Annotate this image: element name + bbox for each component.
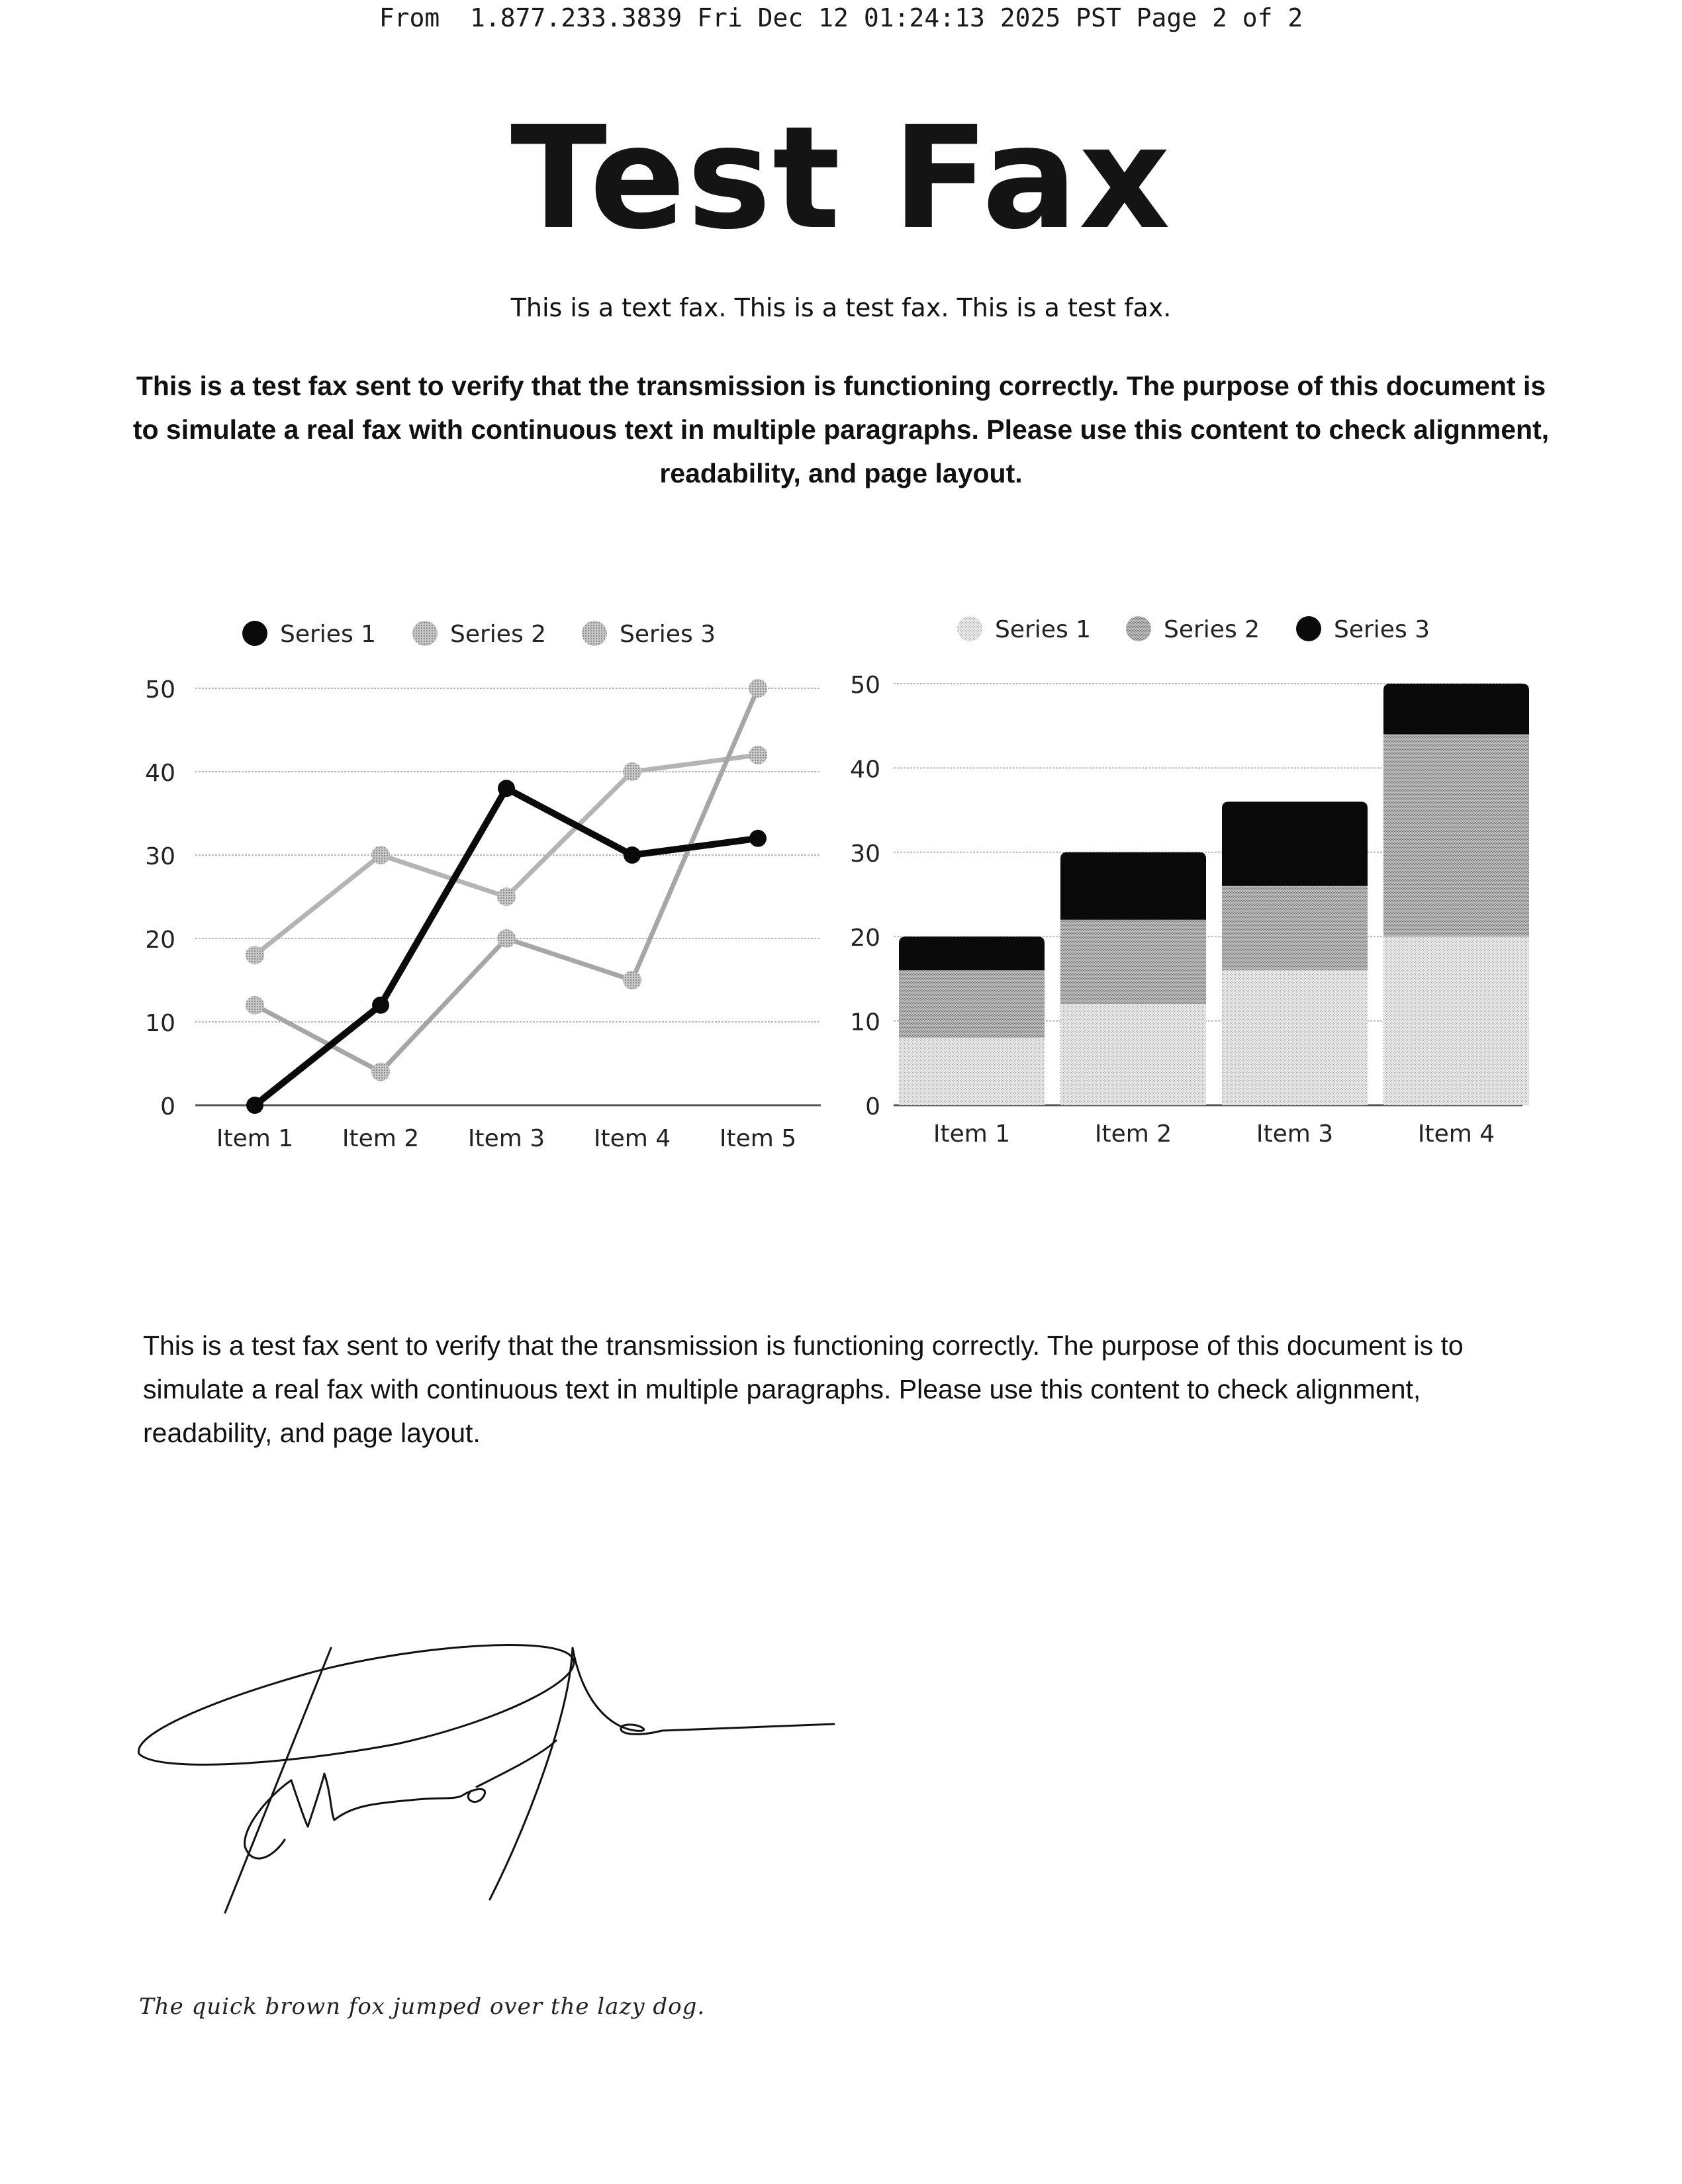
legend-marker xyxy=(957,616,982,641)
bar-x-tick-label: Item 1 xyxy=(933,1120,1011,1148)
line-point xyxy=(749,679,767,698)
line-x-tick-label: Item 2 xyxy=(342,1125,420,1152)
bar-y-tick-label: 20 xyxy=(850,925,880,952)
bar-segment-series-2 xyxy=(1060,920,1206,1004)
line-point xyxy=(371,1063,390,1081)
bar-segment-series-2 xyxy=(1383,734,1529,936)
legend-label: Series 1 xyxy=(280,621,377,648)
line-chart-x-axis xyxy=(216,1125,796,1152)
bar-chart xyxy=(827,596,1556,1178)
legend-label: Series 2 xyxy=(1164,616,1260,643)
bar-segment-series-2 xyxy=(899,970,1045,1038)
line-chart-series xyxy=(246,679,767,1114)
line-y-tick-label: 20 xyxy=(145,927,175,954)
bar-y-tick-label: 10 xyxy=(850,1009,880,1036)
bar-segment-series-1 xyxy=(1060,1004,1206,1105)
line-point xyxy=(749,830,767,847)
bar-x-tick-label: Item 2 xyxy=(1094,1120,1172,1148)
line-y-tick-label: 40 xyxy=(145,760,175,787)
bar-segment-series-2 xyxy=(1222,886,1368,970)
bar-x-tick-label: Item 4 xyxy=(1417,1120,1495,1148)
fax-header: From 1.877.233.3839 Fri Dec 12 01:24:13 2025 PST Page 2 of 2 xyxy=(379,3,1303,32)
line-point xyxy=(246,946,264,964)
legend-label: Series 3 xyxy=(620,621,716,648)
line-point xyxy=(623,971,641,989)
bar-y-tick-label: 40 xyxy=(850,756,880,784)
line-x-tick-label: Item 5 xyxy=(719,1125,797,1152)
legend-marker xyxy=(1126,616,1151,641)
signature xyxy=(132,1621,861,1926)
line-point xyxy=(371,846,390,864)
line-point xyxy=(498,780,515,797)
legend-marker xyxy=(412,621,438,646)
line-x-tick-label: Item 1 xyxy=(216,1125,294,1152)
line-point xyxy=(246,996,264,1015)
bar-y-tick-label: 0 xyxy=(865,1093,880,1120)
bar-chart-bars xyxy=(899,684,1529,1105)
line-x-tick-label: Item 4 xyxy=(593,1125,671,1152)
line-y-tick-label: 0 xyxy=(160,1093,175,1120)
bar-segment-series-1 xyxy=(1222,970,1368,1105)
line-point xyxy=(372,997,389,1014)
bar-y-tick-label: 50 xyxy=(850,672,880,699)
bar-chart-y-axis xyxy=(850,672,880,1120)
line-point xyxy=(624,846,641,864)
line-series-3 xyxy=(255,688,758,1072)
line-y-tick-label: 50 xyxy=(145,676,175,704)
bar-segment-series-3 xyxy=(1383,684,1529,734)
legend-marker xyxy=(1296,616,1321,641)
legend-label: Series 2 xyxy=(450,621,547,648)
bar-x-tick-label: Item 3 xyxy=(1256,1120,1334,1148)
line-chart xyxy=(119,596,834,1178)
body-paragraph: This is a test fax sent to verify that the transmission is functioning correctly. The purpose of this document is to simulate a real fax with continuous text in multiple paragraphs. Please use this content to check alignment, readability, and page layout. xyxy=(143,1330,1464,1448)
bar-segment-series-3 xyxy=(1060,852,1206,920)
bar-y-tick-label: 30 xyxy=(850,840,880,868)
bar-chart-x-axis xyxy=(933,1120,1495,1148)
line-point xyxy=(623,762,641,781)
line-point xyxy=(497,929,516,948)
bar-segment-series-3 xyxy=(1222,801,1368,886)
line-x-tick-label: Item 3 xyxy=(467,1125,545,1152)
intro-text: This is a text fax. This is a test fax. This is a test fax. xyxy=(510,293,1172,322)
legend-label: Series 3 xyxy=(1334,616,1430,643)
line-point xyxy=(246,1097,263,1114)
bar-chart-legend xyxy=(957,616,1430,643)
line-chart-legend xyxy=(242,621,716,648)
legend-marker xyxy=(242,621,267,646)
page-title: Test Fax xyxy=(510,96,1172,261)
legend-marker xyxy=(582,621,607,646)
line-chart-y-axis xyxy=(145,676,175,1120)
legend-label: Series 1 xyxy=(995,616,1092,643)
bar-segment-series-1 xyxy=(899,1038,1045,1105)
line-point xyxy=(749,746,767,764)
bold-paragraph: This is a test fax sent to verify that the transmission is functioning correctly. The purpose of this document is to simulate a real fax with continuous text in multiple paragraphs. Please use this content to check alignment, readability, and page layout. xyxy=(132,371,1550,488)
line-y-tick-label: 10 xyxy=(145,1010,175,1037)
bar-segment-series-1 xyxy=(1383,936,1529,1105)
line-y-tick-label: 30 xyxy=(145,843,175,870)
line-point xyxy=(497,887,516,906)
bar-segment-series-3 xyxy=(899,936,1045,970)
pangram-text: The quick brown fox jumped over the lazy dog. xyxy=(139,1993,706,2020)
